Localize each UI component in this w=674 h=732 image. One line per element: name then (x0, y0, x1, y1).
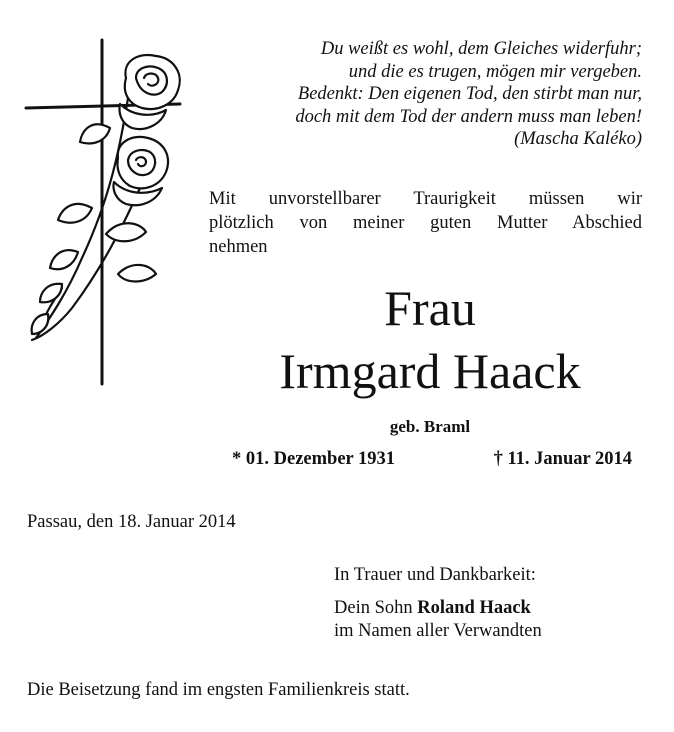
funeral-note: Die Beisetzung fand im engsten Familienkreis statt. (27, 680, 410, 700)
place-and-date: Passau, den 18. Januar 2014 (27, 512, 236, 532)
cross-with-roses-icon (22, 38, 192, 388)
son-name: Roland Haack (417, 598, 531, 618)
mourners-heading: In Trauer und Dankbarkeit: (334, 565, 536, 585)
spacer (334, 587, 542, 597)
deceased-maiden-name: geb. Braml (389, 417, 471, 436)
intro-line: plötzlich von meiner guten Mutter Abschied (209, 213, 642, 233)
mourners-block (334, 564, 542, 643)
intro-line: nehmen (209, 237, 268, 257)
intro-text (209, 187, 642, 259)
poem-attribution: (Mascha Kaléko) (514, 129, 642, 149)
deceased-salutation: Frau (384, 280, 476, 336)
death-date: † 11. Januar 2014 (493, 449, 632, 469)
intro-line: Mit unvorstellbarer Traurigkeit müssen wir (209, 189, 642, 209)
poem-line: und die es trugen, mögen mir vergeben. (348, 61, 642, 82)
poem-line: doch mit dem Tod der andern muss man leben! (295, 106, 642, 127)
poem-line: Du weißt es wohl, dem Gleiches widerfuhr; (320, 39, 642, 59)
poem-quote (195, 38, 642, 151)
birth-date: * 01. Dezember 1931 (232, 449, 396, 469)
poem-line: Bedenkt: Den eigenen Tod, den stirbt man nur, (297, 84, 642, 104)
deceased-name: Irmgard Haack (279, 343, 581, 399)
life-dates (232, 446, 632, 472)
mourners-son (334, 597, 542, 620)
mourners-relatives: im Namen aller Verwandten (334, 621, 542, 641)
son-prefix: Dein Sohn (334, 598, 418, 618)
